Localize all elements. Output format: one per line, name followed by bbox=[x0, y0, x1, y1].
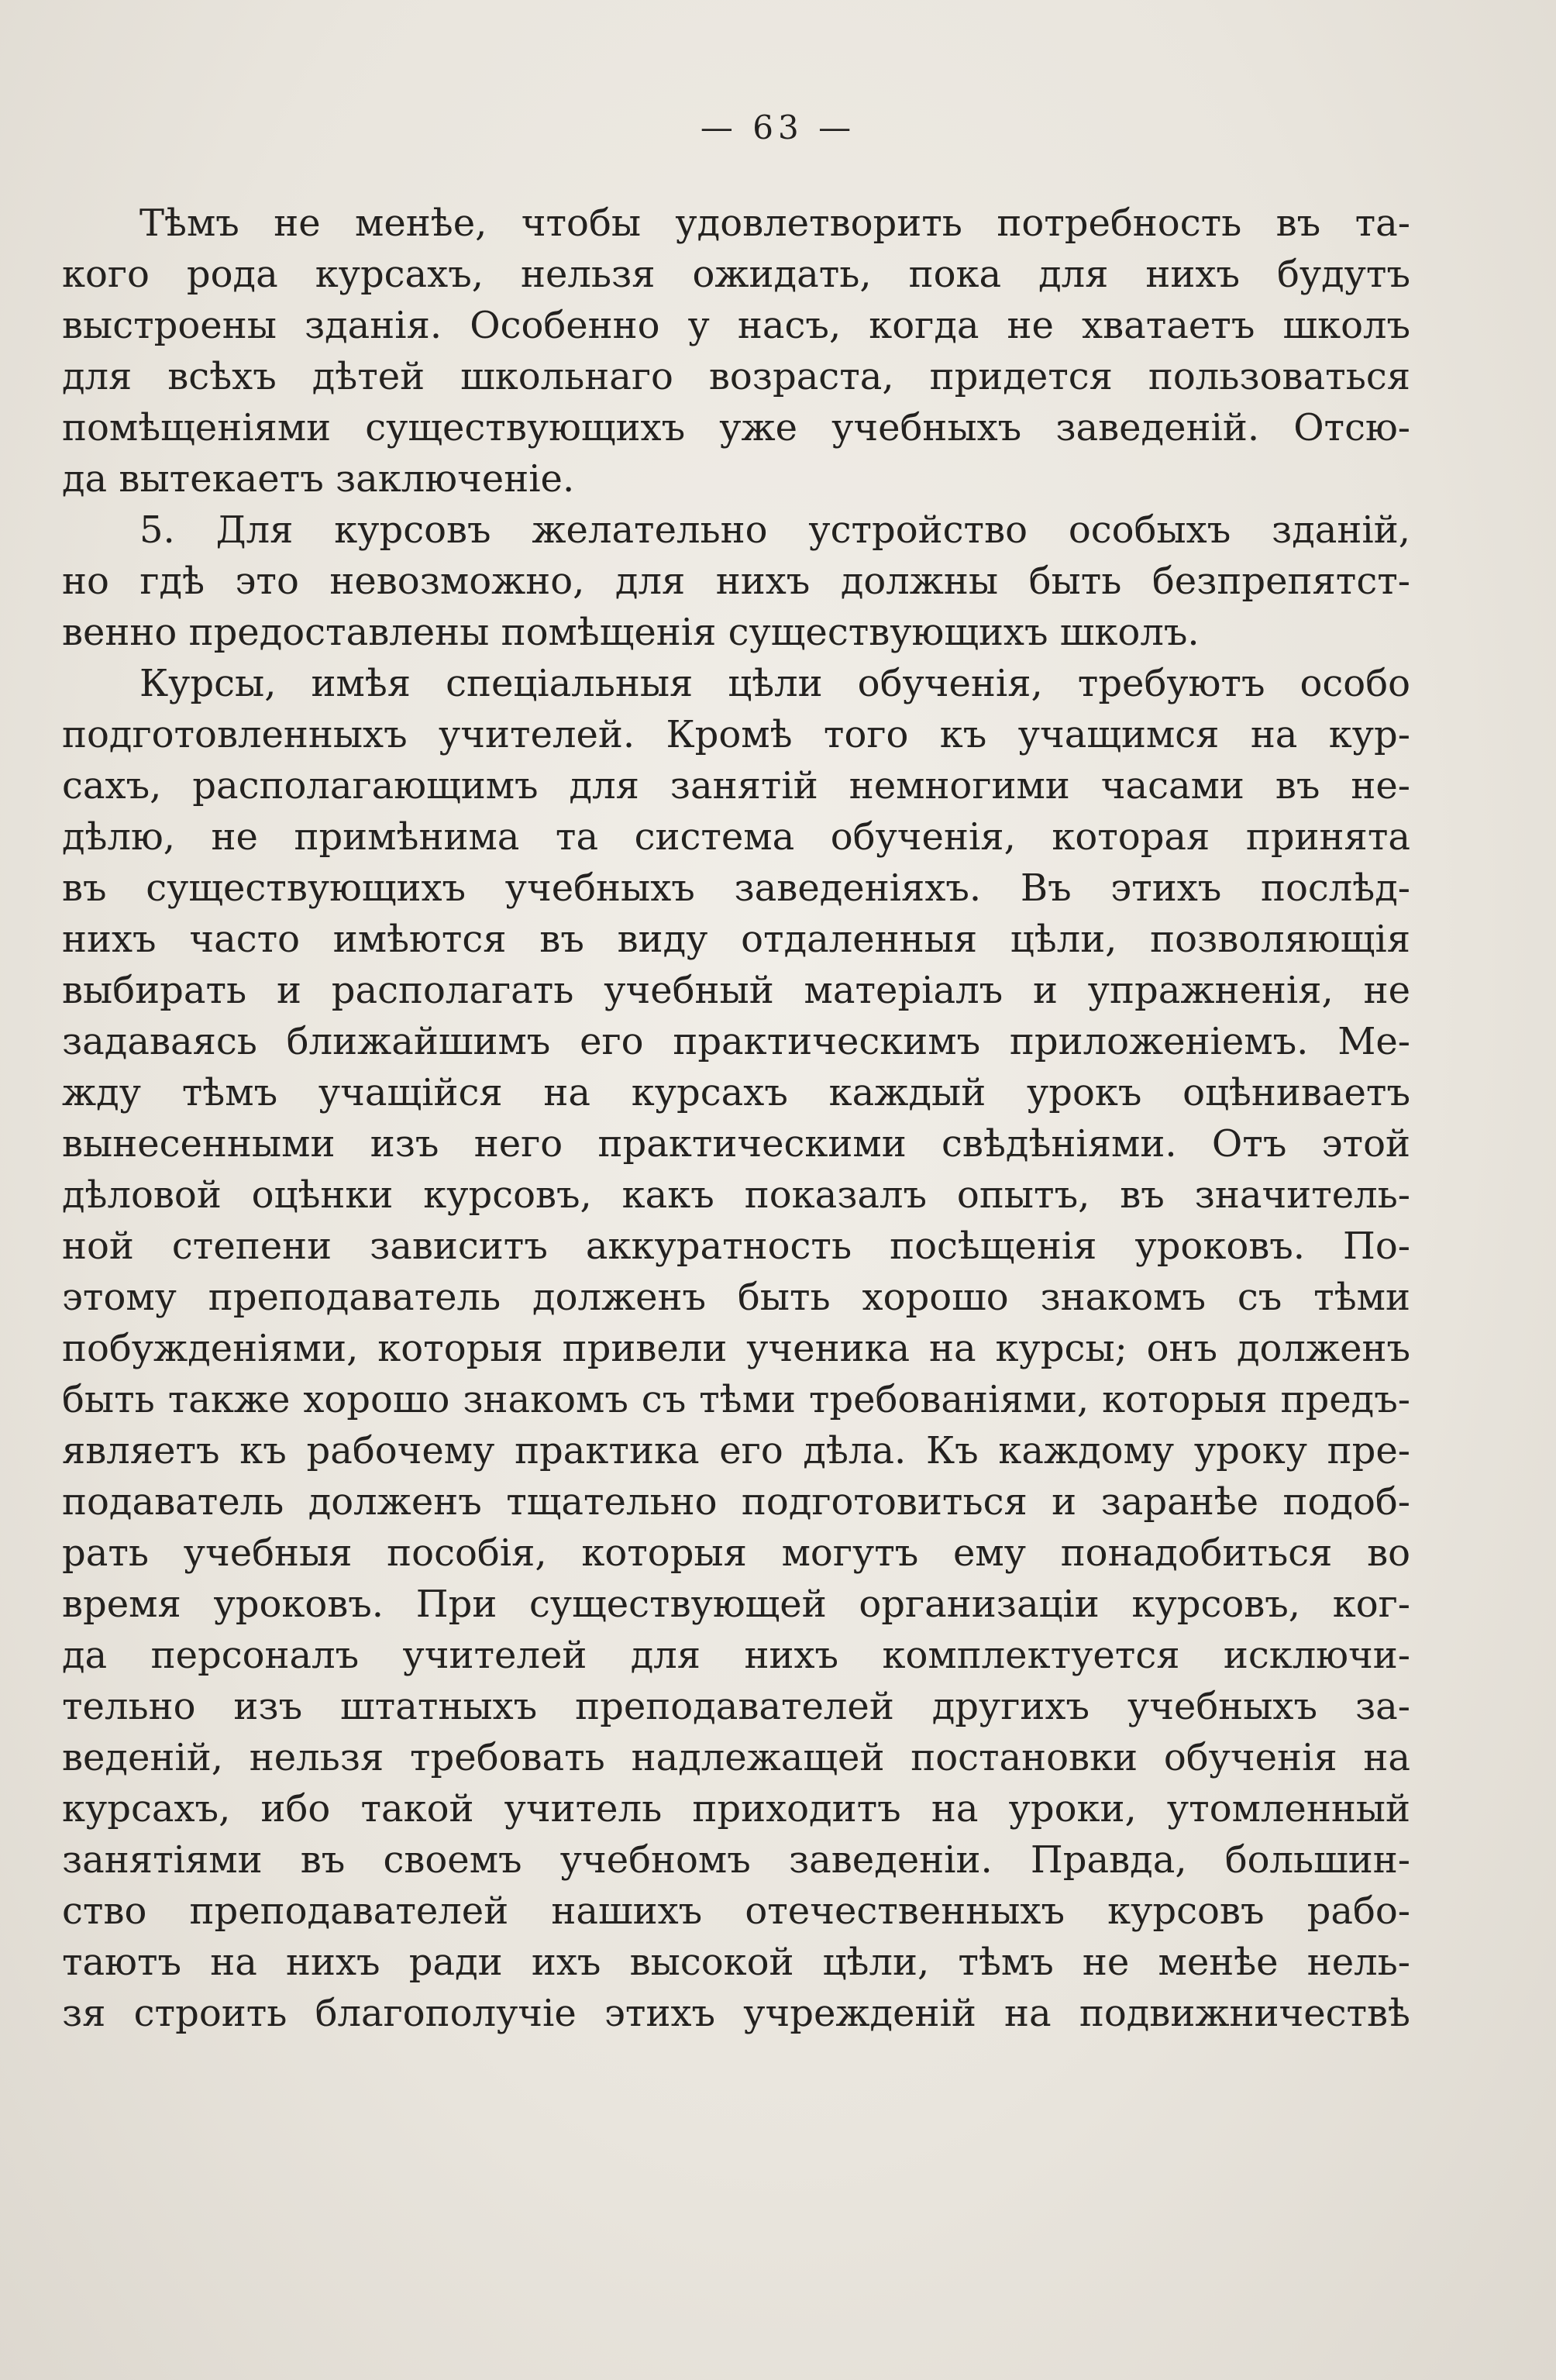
text-line: дѣловой оцѣнки курсовъ, какъ показалъ опытъ, въ значитель- bbox=[62, 1173, 1410, 1217]
text-line: но гдѣ это невозможно, для нихъ должны быть безпрепятст- bbox=[62, 560, 1410, 603]
text-line: да персоналъ учителей для нихъ комплектуется исключи- bbox=[62, 1634, 1410, 1677]
text-line: ство преподавателей нашихъ отечественныхъ курсовъ рабо- bbox=[62, 1889, 1410, 1933]
text-line: зя строить благополучіе этихъ учрежденій на подвижничествѣ bbox=[62, 1992, 1410, 2035]
text-line: Курсы, имѣя спеціальныя цѣли обученія, требуютъ особо bbox=[139, 662, 1410, 705]
page-number: — 63 — bbox=[700, 108, 856, 146]
text-line: да вытекаетъ заключеніе. bbox=[62, 457, 575, 501]
body-text bbox=[62, 198, 1410, 2039]
text-line: тельно изъ штатныхъ преподавателей другихъ учебныхъ за- bbox=[62, 1685, 1410, 1728]
text-line: выстроены зданія. Особенно у насъ, когда не хватаетъ школъ bbox=[62, 304, 1410, 347]
text-line: нихъ часто имѣются въ виду отдаленныя цѣли, позволяющія bbox=[62, 918, 1410, 961]
text-line: таютъ на нихъ ради ихъ высокой цѣли, тѣмъ не менѣе нель- bbox=[62, 1941, 1410, 1984]
text-line: этому преподаватель долженъ быть хорошо знакомъ съ тѣми bbox=[62, 1276, 1410, 1319]
text-line: въ существующихъ учебныхъ заведеніяхъ. Въ этихъ послѣд- bbox=[62, 866, 1410, 910]
text-line: для всѣхъ дѣтей школьнаго возраста, придется пользоваться bbox=[62, 355, 1410, 398]
text-line: побужденіями, которыя привели ученика на курсы; онъ долженъ bbox=[62, 1327, 1410, 1370]
text-line: венно предоставлены помѣщенія существующихъ школъ. bbox=[62, 611, 1200, 654]
text-line: задаваясь ближайшимъ его практическимъ приложеніемъ. Ме- bbox=[62, 1020, 1410, 1063]
text-line: 5. Для курсовъ желательно устройство особыхъ зданій, bbox=[139, 508, 1410, 552]
text-line: занятіями въ своемъ учебномъ заведеніи. Правда, большин- bbox=[62, 1838, 1410, 1882]
text-line: вынесенными изъ него практическими свѣдѣніями. Отъ этой bbox=[62, 1122, 1410, 1166]
text-line: помѣщеніями существующихъ уже учебныхъ заведеній. Отсю- bbox=[62, 406, 1410, 449]
text-line: ной степени зависитъ аккуратность посѣщенія уроковъ. По- bbox=[62, 1224, 1410, 1268]
text-line: курсахъ, ибо такой учитель приходитъ на уроки, утомленный bbox=[62, 1787, 1410, 1831]
text-line: сахъ, располагающимъ для занятій немногими часами въ не- bbox=[62, 764, 1410, 808]
text-line: подготовленныхъ учителей. Кромѣ того къ учащимся на кур- bbox=[62, 713, 1410, 756]
text-line: быть также хорошо знакомъ съ тѣми требованіями, которыя предъ- bbox=[62, 1378, 1410, 1421]
text-line: подаватель долженъ тщательно подготовиться и заранѣе подоб- bbox=[62, 1480, 1410, 1524]
text-line: выбирать и располагать учебный матеріалъ и упражненія, не bbox=[62, 969, 1410, 1012]
text-line: кого рода курсахъ, нельзя ожидать, пока для нихъ будутъ bbox=[62, 253, 1410, 296]
text-line: Тѣмъ не менѣе, чтобы удовлетворить потребность въ та- bbox=[139, 201, 1410, 245]
text-line: дѣлю, не примѣнима та система обученія, которая принята bbox=[62, 815, 1410, 859]
text-line: жду тѣмъ учащійся на курсахъ каждый урокъ оцѣниваетъ bbox=[62, 1071, 1410, 1114]
text-line: рать учебныя пособія, которыя могутъ ему понадобиться во bbox=[62, 1531, 1410, 1575]
text-line: время уроковъ. При существующей организаціи курсовъ, ког- bbox=[62, 1583, 1410, 1626]
text-line: являетъ къ рабочему практика его дѣла. Къ каждому уроку пре- bbox=[62, 1429, 1410, 1472]
text-line: веденій, нельзя требовать надлежащей постановки обученія на bbox=[62, 1736, 1410, 1779]
